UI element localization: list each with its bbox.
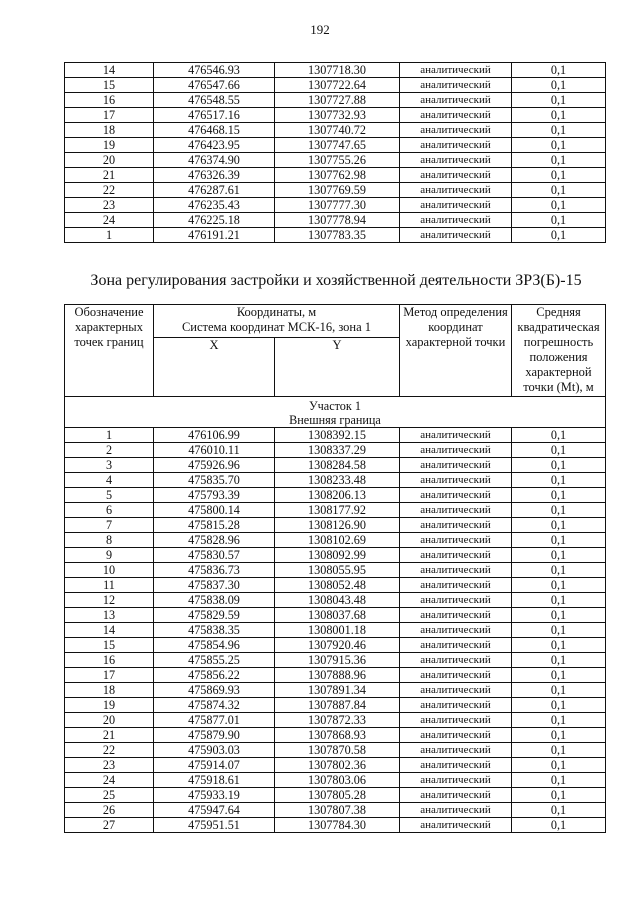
x-cell: 475829.59	[154, 608, 275, 623]
y-cell: 1307872.33	[275, 713, 400, 728]
method-cell: аналитический	[400, 108, 512, 123]
accuracy-cell: 0,1	[512, 623, 606, 638]
table-row	[65, 123, 606, 138]
x-cell: 476548.55	[154, 93, 275, 108]
point-number-cell: 21	[65, 168, 154, 183]
y-cell: 1307778.94	[275, 213, 400, 228]
point-number-cell: 26	[65, 803, 154, 818]
point-number-cell: 24	[65, 773, 154, 788]
point-number-cell: 16	[65, 653, 154, 668]
table-row	[65, 668, 606, 683]
y-cell: 1307807.38	[275, 803, 400, 818]
y-cell: 1308001.18	[275, 623, 400, 638]
x-cell: 475815.28	[154, 518, 275, 533]
x-cell: 476225.18	[154, 213, 275, 228]
accuracy-cell: 0,1	[512, 428, 606, 443]
method-cell: аналитический	[400, 213, 512, 228]
point-number-cell: 18	[65, 123, 154, 138]
y-cell: 1307888.96	[275, 668, 400, 683]
method-cell: аналитический	[400, 183, 512, 198]
method-cell: аналитический	[400, 773, 512, 788]
accuracy-cell: 0,1	[512, 473, 606, 488]
x-cell: 475793.39	[154, 488, 275, 503]
table-row	[65, 503, 606, 518]
method-cell: аналитический	[400, 138, 512, 153]
accuracy-cell: 0,1	[512, 758, 606, 773]
section-title: Зона регулирования застройки и хозяйственной деятельности ЗРЗ(Б)-15	[90, 272, 582, 289]
accuracy-cell: 0,1	[512, 803, 606, 818]
table-row	[65, 788, 606, 803]
method-cell: аналитический	[400, 713, 512, 728]
y-cell: 1308055.95	[275, 563, 400, 578]
point-number-cell: 23	[65, 198, 154, 213]
method-cell: аналитический	[400, 743, 512, 758]
header-row	[65, 305, 606, 338]
accuracy-cell: 0,1	[512, 518, 606, 533]
x-cell: 475918.61	[154, 773, 275, 788]
table-row	[65, 638, 606, 653]
x-cell: 476546.93	[154, 63, 275, 78]
table-row	[65, 473, 606, 488]
table-row	[65, 623, 606, 638]
point-number-cell: 14	[65, 623, 154, 638]
method-cell: аналитический	[400, 228, 512, 243]
point-number-cell: 1	[65, 228, 154, 243]
point-number-cell: 23	[65, 758, 154, 773]
point-number-cell: 1	[65, 428, 154, 443]
table-row	[65, 728, 606, 743]
x-cell: 475837.30	[154, 578, 275, 593]
accuracy-cell: 0,1	[512, 548, 606, 563]
x-cell: 476235.43	[154, 198, 275, 213]
coordinates-table	[64, 304, 606, 833]
table-row	[65, 548, 606, 563]
page-number: 192	[310, 22, 330, 37]
point-number-cell: 22	[65, 183, 154, 198]
table-row	[65, 698, 606, 713]
point-number-cell: 9	[65, 548, 154, 563]
x-cell: 475856.22	[154, 668, 275, 683]
method-cell: аналитический	[400, 638, 512, 653]
point-number-cell: 8	[65, 533, 154, 548]
table-row	[65, 78, 606, 93]
y-cell: 1307870.58	[275, 743, 400, 758]
method-cell: аналитический	[400, 533, 512, 548]
point-number-cell: 10	[65, 563, 154, 578]
method-cell: аналитический	[400, 93, 512, 108]
table-row	[65, 108, 606, 123]
point-number-cell: 7	[65, 518, 154, 533]
method-cell: аналитический	[400, 653, 512, 668]
point-number-cell: 13	[65, 608, 154, 623]
accuracy-cell: 0,1	[512, 608, 606, 623]
header-coordinates-title: Координаты, м	[236, 305, 317, 319]
y-cell: 1307891.34	[275, 683, 400, 698]
accuracy-cell: 0,1	[512, 668, 606, 683]
y-cell: 1307718.30	[275, 63, 400, 78]
plot-label-text: Участок 1	[309, 399, 361, 413]
boundary-label: Внешняя граница	[289, 413, 381, 427]
method-cell: аналитический	[400, 698, 512, 713]
x-cell: 475933.19	[154, 788, 275, 803]
accuracy-cell: 0,1	[512, 563, 606, 578]
point-number-cell: 18	[65, 683, 154, 698]
table-row	[65, 563, 606, 578]
method-cell: аналитический	[400, 153, 512, 168]
header-x: X	[154, 338, 275, 397]
table-row	[65, 713, 606, 728]
header-accuracy: Средняя квадратическая погрешность положения характерной точки (Mt), м	[512, 305, 606, 397]
accuracy-cell: 0,1	[512, 773, 606, 788]
y-cell: 1308126.90	[275, 518, 400, 533]
point-number-cell: 3	[65, 458, 154, 473]
x-cell: 475869.93	[154, 683, 275, 698]
y-cell: 1307777.30	[275, 198, 400, 213]
y-cell: 1308206.13	[275, 488, 400, 503]
method-cell: аналитический	[400, 428, 512, 443]
accuracy-cell: 0,1	[512, 458, 606, 473]
point-number-cell: 27	[65, 818, 154, 833]
y-cell: 1308102.69	[275, 533, 400, 548]
table-row	[65, 818, 606, 833]
y-cell: 1307769.59	[275, 183, 400, 198]
x-cell: 476374.90	[154, 153, 275, 168]
method-cell: аналитический	[400, 518, 512, 533]
accuracy-cell: 0,1	[512, 228, 606, 243]
method-cell: аналитический	[400, 563, 512, 578]
point-number-cell: 5	[65, 488, 154, 503]
accuracy-cell: 0,1	[512, 653, 606, 668]
table-row	[65, 608, 606, 623]
y-cell: 1307920.46	[275, 638, 400, 653]
method-cell: аналитический	[400, 473, 512, 488]
y-cell: 1308233.48	[275, 473, 400, 488]
method-cell: аналитический	[400, 758, 512, 773]
x-cell: 476423.95	[154, 138, 275, 153]
y-cell: 1307784.30	[275, 818, 400, 833]
table-row	[65, 228, 606, 243]
y-cell: 1307727.88	[275, 93, 400, 108]
table-row	[65, 168, 606, 183]
y-cell: 1307783.35	[275, 228, 400, 243]
coordinates-table-continued	[64, 62, 606, 243]
x-cell: 475947.64	[154, 803, 275, 818]
method-cell: аналитический	[400, 818, 512, 833]
method-cell: аналитический	[400, 683, 512, 698]
method-cell: аналитический	[400, 503, 512, 518]
table-row	[65, 93, 606, 108]
y-cell: 1308092.99	[275, 548, 400, 563]
y-cell: 1308337.29	[275, 443, 400, 458]
header-y: Y	[275, 338, 400, 397]
accuracy-cell: 0,1	[512, 503, 606, 518]
point-number-cell: 2	[65, 443, 154, 458]
y-cell: 1307747.65	[275, 138, 400, 153]
point-number-cell: 15	[65, 78, 154, 93]
accuracy-cell: 0,1	[512, 123, 606, 138]
table-row	[65, 153, 606, 168]
accuracy-cell: 0,1	[512, 698, 606, 713]
method-cell: аналитический	[400, 123, 512, 138]
table-row	[65, 138, 606, 153]
table-row	[65, 593, 606, 608]
x-cell: 476468.15	[154, 123, 275, 138]
header-coordinate-system: Система координат МСК-16, зона 1	[181, 320, 372, 334]
method-cell: аналитический	[400, 458, 512, 473]
accuracy-cell: 0,1	[512, 533, 606, 548]
point-number-cell: 17	[65, 108, 154, 123]
method-cell: аналитический	[400, 668, 512, 683]
y-cell: 1307805.28	[275, 788, 400, 803]
y-cell: 1308284.58	[275, 458, 400, 473]
table-row	[65, 578, 606, 593]
x-cell: 476287.61	[154, 183, 275, 198]
x-cell: 475830.57	[154, 548, 275, 563]
method-cell: аналитический	[400, 63, 512, 78]
accuracy-cell: 0,1	[512, 168, 606, 183]
table-row	[65, 198, 606, 213]
method-cell: аналитический	[400, 78, 512, 93]
accuracy-cell: 0,1	[512, 108, 606, 123]
point-number-cell: 20	[65, 713, 154, 728]
y-cell: 1308177.92	[275, 503, 400, 518]
y-cell: 1308052.48	[275, 578, 400, 593]
accuracy-cell: 0,1	[512, 728, 606, 743]
y-cell: 1307803.06	[275, 773, 400, 788]
x-cell: 476326.39	[154, 168, 275, 183]
x-cell: 475914.07	[154, 758, 275, 773]
y-cell: 1307740.72	[275, 123, 400, 138]
table-row	[65, 63, 606, 78]
table-row	[65, 653, 606, 668]
table-row	[65, 803, 606, 818]
y-cell: 1307722.64	[275, 78, 400, 93]
method-cell: аналитический	[400, 608, 512, 623]
point-number-cell: 12	[65, 593, 154, 608]
point-number-cell: 24	[65, 213, 154, 228]
table-row	[65, 683, 606, 698]
table-row	[65, 428, 606, 443]
x-cell: 475874.32	[154, 698, 275, 713]
table-row	[65, 518, 606, 533]
y-cell: 1307915.36	[275, 653, 400, 668]
header-point-designation: Обозначение характерных точек границ	[65, 305, 154, 397]
y-cell: 1308043.48	[275, 593, 400, 608]
table-row	[65, 773, 606, 788]
accuracy-cell: 0,1	[512, 78, 606, 93]
point-number-cell: 16	[65, 93, 154, 108]
table-row	[65, 758, 606, 773]
accuracy-cell: 0,1	[512, 443, 606, 458]
accuracy-cell: 0,1	[512, 153, 606, 168]
header-method: Метод определения координат характерной точки	[400, 305, 512, 397]
x-cell: 475877.01	[154, 713, 275, 728]
method-cell: аналитический	[400, 548, 512, 563]
x-cell: 476106.99	[154, 428, 275, 443]
point-number-cell: 6	[65, 503, 154, 518]
x-cell: 476547.66	[154, 78, 275, 93]
point-number-cell: 14	[65, 63, 154, 78]
accuracy-cell: 0,1	[512, 488, 606, 503]
y-cell: 1307732.93	[275, 108, 400, 123]
x-cell: 476010.11	[154, 443, 275, 458]
point-number-cell: 25	[65, 788, 154, 803]
point-number-cell: 4	[65, 473, 154, 488]
plot-label	[65, 397, 606, 428]
method-cell: аналитический	[400, 443, 512, 458]
plot-label-row	[65, 397, 606, 428]
accuracy-cell: 0,1	[512, 743, 606, 758]
point-number-cell: 22	[65, 743, 154, 758]
accuracy-cell: 0,1	[512, 578, 606, 593]
x-cell: 475926.96	[154, 458, 275, 473]
x-cell: 475854.96	[154, 638, 275, 653]
method-cell: аналитический	[400, 728, 512, 743]
accuracy-cell: 0,1	[512, 713, 606, 728]
x-cell: 475879.90	[154, 728, 275, 743]
accuracy-cell: 0,1	[512, 183, 606, 198]
x-cell: 475855.25	[154, 653, 275, 668]
table-row	[65, 743, 606, 758]
accuracy-cell: 0,1	[512, 788, 606, 803]
y-cell: 1307762.98	[275, 168, 400, 183]
method-cell: аналитический	[400, 488, 512, 503]
method-cell: аналитический	[400, 198, 512, 213]
y-cell: 1308037.68	[275, 608, 400, 623]
x-cell: 475828.96	[154, 533, 275, 548]
accuracy-cell: 0,1	[512, 93, 606, 108]
accuracy-cell: 0,1	[512, 818, 606, 833]
point-number-cell: 11	[65, 578, 154, 593]
point-number-cell: 20	[65, 153, 154, 168]
accuracy-cell: 0,1	[512, 638, 606, 653]
accuracy-cell: 0,1	[512, 683, 606, 698]
table-row	[65, 458, 606, 473]
x-cell: 475838.09	[154, 593, 275, 608]
x-cell: 476517.16	[154, 108, 275, 123]
x-cell: 475838.35	[154, 623, 275, 638]
accuracy-cell: 0,1	[512, 593, 606, 608]
header-coordinates	[154, 305, 400, 338]
method-cell: аналитический	[400, 788, 512, 803]
point-number-cell: 19	[65, 138, 154, 153]
y-cell: 1307887.84	[275, 698, 400, 713]
method-cell: аналитический	[400, 578, 512, 593]
table-row	[65, 213, 606, 228]
point-number-cell: 21	[65, 728, 154, 743]
table-row	[65, 443, 606, 458]
y-cell: 1307868.93	[275, 728, 400, 743]
y-cell: 1307802.36	[275, 758, 400, 773]
y-cell: 1308392.15	[275, 428, 400, 443]
table-row	[65, 533, 606, 548]
method-cell: аналитический	[400, 593, 512, 608]
x-cell: 475951.51	[154, 818, 275, 833]
table-row	[65, 488, 606, 503]
x-cell: 476191.21	[154, 228, 275, 243]
point-number-cell: 19	[65, 698, 154, 713]
x-cell: 475800.14	[154, 503, 275, 518]
point-number-cell: 15	[65, 638, 154, 653]
accuracy-cell: 0,1	[512, 138, 606, 153]
method-cell: аналитический	[400, 803, 512, 818]
accuracy-cell: 0,1	[512, 198, 606, 213]
x-cell: 475836.73	[154, 563, 275, 578]
y-cell: 1307755.26	[275, 153, 400, 168]
accuracy-cell: 0,1	[512, 63, 606, 78]
x-cell: 475903.03	[154, 743, 275, 758]
method-cell: аналитический	[400, 623, 512, 638]
accuracy-cell: 0,1	[512, 213, 606, 228]
table-row	[65, 183, 606, 198]
x-cell: 475835.70	[154, 473, 275, 488]
method-cell: аналитический	[400, 168, 512, 183]
point-number-cell: 17	[65, 668, 154, 683]
